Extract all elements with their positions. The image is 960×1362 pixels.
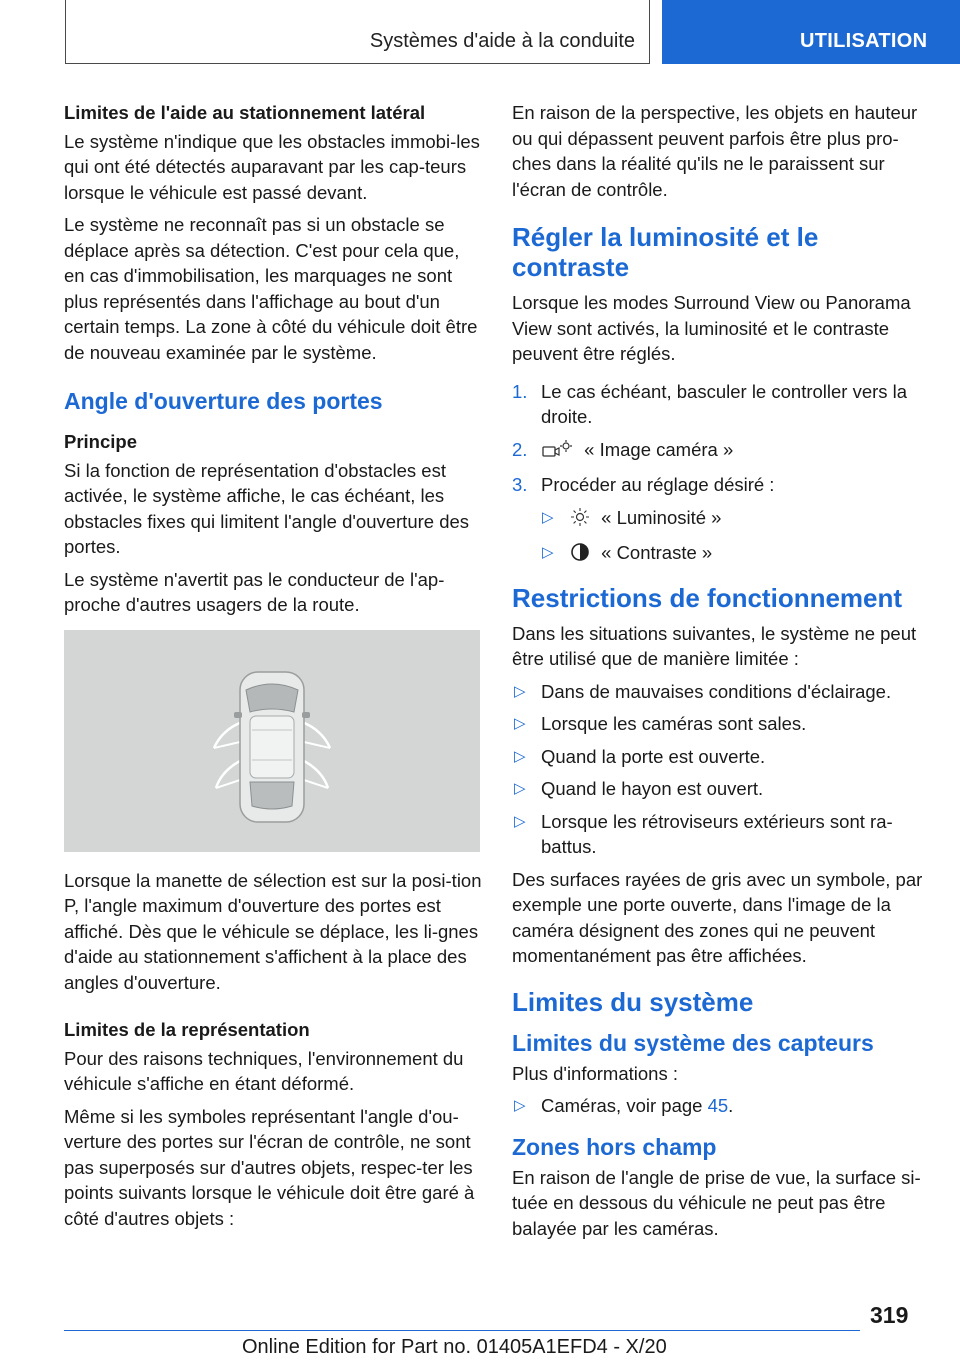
heading-door-angle: Angle d'ouverture des portes (64, 388, 383, 414)
header-section-title: Systèmes d'aide à la conduite (369, 30, 635, 52)
right-column (512, 100, 932, 1248)
list-item (512, 776, 932, 802)
step-text: « Image caméra » (584, 438, 734, 460)
paragraph: Même si les symboles représentant l'angle d'ou-verture des portes sur l'écran de contrôle, ne sont pas superposés sur d'autres objets, respec-ter les points suivants lorsque le véhicule doit être garé à côté d'autres objets : (64, 1105, 475, 1229)
step-number: 3. (512, 474, 528, 495)
list-item-text: Caméras, voir page (541, 1095, 708, 1116)
bullet-triangle-icon: ▷ (542, 508, 554, 526)
paragraph: Le système ne reconnaît pas si un obstacle se déplace après sa détection. C'est pour cela que, en cas d'immobilisation, les marquages ne sont plus représentés dans l'affichage au bout d'un certain temps. La zone à côté du véhicule doit être de nouveau examinée par le système. (64, 214, 478, 363)
steps-list (512, 379, 932, 498)
list-item (512, 437, 932, 466)
heading-blind-zones: Zones hors champ (512, 1133, 717, 1160)
paragraph: Lorsque les modes Surround View ou Panorama View sont activés, la luminosité et le contraste peuvent être réglés. (512, 292, 911, 364)
bullet-triangle-icon: ▷ (514, 682, 526, 700)
footer-divider (64, 1330, 860, 1331)
paragraph: Si la fonction de représentation d'obstacles est activée, le système affiche, le cas échéant, les obstacles fixes qui limitent l'angle d'ouverture des portes. (64, 459, 470, 557)
left-column (64, 100, 484, 1238)
option-text: « Contraste » (601, 542, 713, 563)
step-number: 2. (512, 438, 528, 460)
page-number: 319 (870, 1302, 909, 1328)
list-item (512, 505, 932, 534)
list-item-text: Lorsque les rétroviseurs extérieurs sont ra-battus. (541, 810, 893, 857)
punctuation: . (728, 1095, 734, 1116)
footer-edition: Online Edition for Part no. 01405A1EFD4 - X/20 (242, 1336, 667, 1358)
paragraph: En raison de l'angle de prise de vue, la surface si-tuée en dessous du véhicule ne peut pas être balayée par les caméras. (512, 1166, 921, 1239)
list-item (512, 379, 932, 430)
bullet-triangle-icon: ▷ (542, 544, 554, 561)
page-link[interactable]: 45 (707, 1095, 729, 1116)
heading-lateral-limits: Limites de l'aide au stationnement latéral (64, 102, 426, 123)
heading-function-restrictions: Restrictions de fonctionnement (512, 582, 903, 613)
option-text: « Luminosité » (601, 506, 722, 528)
step-text: Le cas échéant, basculer le controller vers la droite. (541, 380, 908, 427)
paragraph: Lorsque la manette de sélection est sur la posi-tion P, l'angle maximum d'ouverture des portes est affiché. Dès que le véhicule se déplace, les li-gnes d'aide au stationnement s'affichent à la place des angles d'ouverture. (64, 869, 482, 993)
list-item-text: Quand la porte est ouverte. (541, 745, 766, 767)
bullet-triangle-icon: ▷ (514, 780, 526, 797)
bullet-triangle-icon: ▷ (514, 812, 526, 830)
heading-brightness-contrast: Régler la luminosité et le contraste (512, 222, 819, 282)
sub-options-list (512, 505, 932, 569)
list-item (512, 540, 932, 569)
paragraph: Pour des raisons techniques, l'environnement du véhicule s'affiche en étant déformé. (64, 1047, 464, 1094)
list-item (512, 1093, 932, 1119)
paragraph: Le système n'avertit pas le conducteur de l'ap-proche d'autres usagers de la route. (64, 568, 445, 615)
bullet-triangle-icon: ▷ (514, 715, 526, 732)
list-item-text: Quand le hayon est ouvert. (541, 778, 764, 799)
camera-settings-icon[interactable] (541, 439, 573, 466)
info-list (512, 1093, 932, 1119)
header-section-box (65, 0, 650, 64)
step-number: 1. (512, 380, 528, 402)
list-item (512, 744, 932, 770)
header-chapter-tab[interactable] (662, 0, 960, 64)
step-text: Procéder au réglage désiré : (541, 474, 775, 495)
header-chapter-title: UTILISATION (800, 30, 928, 52)
car-door-angle-figure (64, 630, 480, 852)
heading-representation-limits: Limites de la représentation (64, 1019, 310, 1040)
heading-system-limits: Limites du système (512, 986, 754, 1017)
list-item (512, 679, 932, 705)
heading-sensor-limits: Limites du système des capteurs (512, 1029, 874, 1056)
car-top-view-illustration (64, 630, 480, 852)
heading-principle: Principe (64, 431, 137, 452)
list-item (512, 711, 932, 737)
contrast-icon[interactable] (570, 542, 590, 569)
paragraph: En raison de la perspective, les objets en hauteur ou qui dépassent peuvent parfois être plus pro-ches dans la réalité qu'ils ne le paraissent sur l'écran de contrôle. (512, 102, 918, 200)
paragraph: Des surfaces rayées de gris avec un symbole, par exemple une porte ouverte, dans l'image de la caméra désignent des zones qui ne peuvent momentanément pas être affichées. (512, 868, 923, 966)
paragraph: Le système n'indique que les obstacles immobi-les qui ont été détectés auparavant par les cap-teurs lorsque le véhicule est passé devant. (64, 130, 480, 203)
restrictions-list (512, 679, 932, 860)
list-item (512, 809, 932, 860)
paragraph: Plus d'informations : (512, 1062, 678, 1084)
bullet-triangle-icon: ▷ (514, 1097, 526, 1114)
brightness-icon[interactable] (570, 507, 590, 534)
list-item-text: Lorsque les caméras sont sales. (541, 713, 807, 734)
bullet-triangle-icon: ▷ (514, 747, 526, 765)
list-item (512, 472, 932, 498)
list-item-text: Dans de mauvaises conditions d'éclairage. (541, 680, 892, 702)
paragraph: Dans les situations suivantes, le système ne peut être utilisé que de manière limitée : (512, 622, 917, 669)
